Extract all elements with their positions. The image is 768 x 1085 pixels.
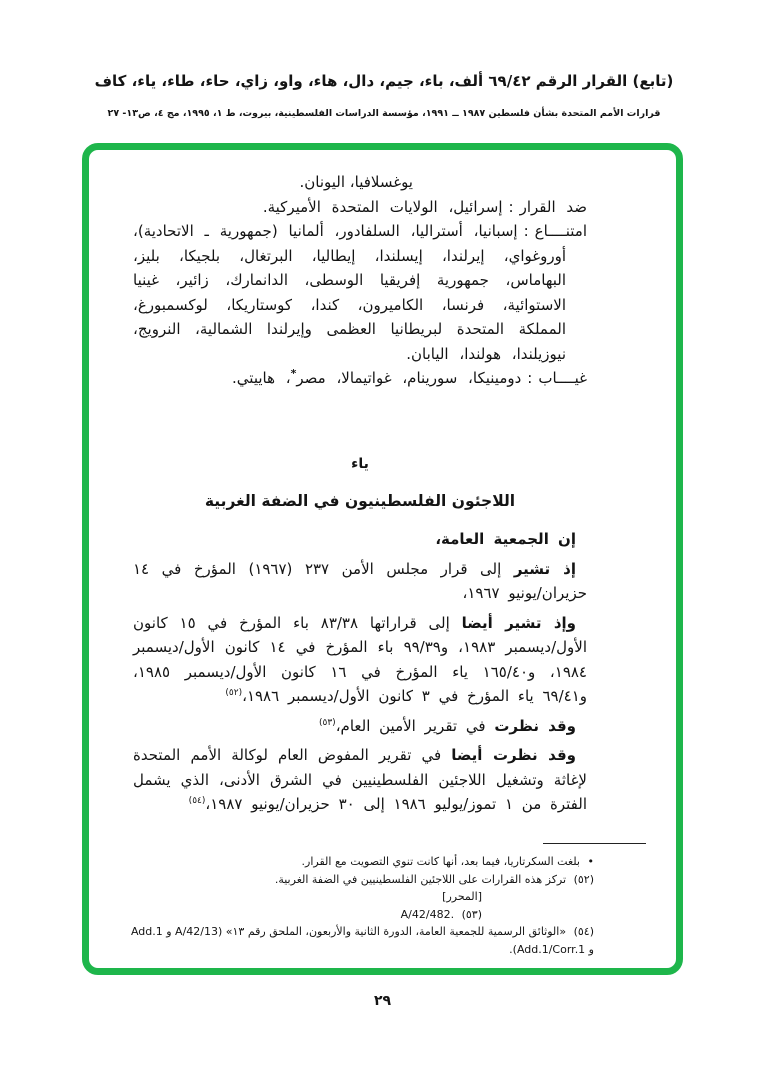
vote-colon: : — [523, 222, 529, 240]
green-frame — [82, 143, 683, 975]
footnote-text: تركز هذه القرارات على اللاجئين الفلسطينيين في الضفة الغربية. — [274, 872, 567, 886]
footnote-ref-52: (٥٢) — [225, 688, 243, 698]
paragraph-text: في تقرير الأمين العام، — [335, 716, 495, 735]
paragraph-text: إلى قراراتها ٨٣/٣٨ باء المؤرخ في ١٥ كانون الأول/ديسمبر ١٩٨٣، و٩٩/٣٩ باء المؤرخ في ١٤ كانون الأول/ديسمبر ١٩٨٤، و١٦٥/٤٠ ياء المؤرخ في ١٦ كانون الأول/ديسمبر ١٩٨٥، و٦٩/٤١ ياء المؤرخ في ٣ كانون الأول/ديسمبر ١٩٨٦، — [133, 613, 587, 705]
paragraph-lead: إذ تشير — [513, 559, 576, 578]
vote-absent-countries: دومينيكا، سورينام، غواتيمالا، مصر — [296, 369, 522, 387]
paragraph-text: في تقرير المفوض العام لوكالة الأمم المتحدة لإغاثة وتشغيل اللاجئين الفلسطينيين في الشرق الأدنى، الذي يشمل الفترة من ١ تموز/يوليو ١٩٨٦ إلى ٣٠ حزيران/يونيو ١٩٨٧، — [133, 746, 587, 813]
vote-colon: : — [508, 197, 514, 216]
page-content — [89, 150, 676, 817]
section-letter-heading: ياء — [351, 456, 369, 472]
paragraph-recalling-sc237 — [133, 557, 587, 606]
vote-colon: : — [527, 369, 533, 387]
vote-record-block — [133, 170, 587, 436]
vote-abstain-entry — [133, 219, 587, 366]
footnote-asterisk — [129, 853, 594, 871]
document-source-line: قرارات الأمم المتحدة بشأن فلسطين ١٩٨٧ ــ ١٩٩١، مؤسسة الدراسات الفلسطينية، بيروت، ط ١، ١٩٩٥، مج ٤، ص١٣- ٢٧ — [107, 108, 661, 119]
document-title: (تابع) القرار الرقم ٦٩/٤٢ ألف، باء، جيم، دال، هاء، واو، زاي، حاء، طاء، ياء، كاف — [94, 72, 674, 90]
vote-against-entry — [133, 195, 587, 220]
resolution-paragraphs — [133, 527, 587, 817]
footnotes-block — [129, 843, 594, 958]
footnote-number: (٥٤) — [573, 925, 594, 938]
vote-against-countries: إسرائيل، الولايات المتحدة الأميركية. — [262, 197, 503, 216]
section-title: اللاجئون الفلسطينيون في الضفة الغربية — [204, 491, 516, 510]
vote-in-favor-continuation: يوغسلافيا، اليونان. — [299, 173, 413, 191]
bullet-marker: • — [587, 855, 594, 868]
footnote-number: (٥٣) — [461, 907, 482, 921]
footnote-ref-53: (٥٣) — [318, 717, 336, 728]
paragraph-considered-sg-report — [133, 714, 587, 739]
page-number: ٢٩ — [373, 993, 392, 1009]
paragraph-recalling-resolutions — [133, 611, 587, 709]
vote-abstain-label: امتنــــاع — [534, 222, 587, 240]
vote-absent-entry — [133, 366, 587, 391]
paragraph-text: إلى قرار مجلس الأمن ٢٣٧ (١٩٦٧) المؤرخ في ١٤ حزيران/يونيو ١٩٦٧، — [133, 559, 587, 602]
paragraph-lead: وقد نظرت — [494, 716, 576, 735]
paragraph-lead: وقد نظرت أيضا — [451, 746, 576, 764]
vote-abstain-countries: إسبانيا، أستراليا، السلفادور، ألمانيا (جمهورية ـ الاتحادية)، أوروغواي، إيرلندا، إيسلندا، إيطاليا، البرتغال، بلجيكا، بليز، البهاماس، جمهورية إفريقيا الوسطى، الدانمارك، زائير، غينيا الاستوائية، فرنسا، الكاميرون، كندا، كوستاريكا، لوكسمبورغ، المملكة المتحدة لبريطانيا العظمى وإيرلندا الشمالية، النرويج، نيوزيلندا، هولندا، اليابان. — [133, 222, 566, 363]
footnote-text: بلغت السكرتاريا، فيما بعد، أنها كانت تنوي التصويت مع القرار. — [301, 855, 580, 868]
paragraph-preamble-opening — [133, 527, 587, 552]
paragraph-lead: إن الجمعية العامة، — [435, 530, 576, 548]
footnote-53 — [129, 906, 594, 924]
vote-against-label: ضد القرار — [519, 197, 587, 216]
footnote-number: (٥٢) — [573, 872, 594, 886]
footnote-editor-note: [المحرر] — [442, 890, 482, 903]
footnote-separator-rule — [543, 843, 646, 844]
paragraph-considered-unrwa-report — [133, 743, 587, 817]
vote-absent-countries-tail: ، هاييتي. — [232, 369, 291, 387]
footnote-52 — [129, 871, 594, 889]
paragraph-lead: وإذ تشير أيضا — [461, 613, 576, 632]
vote-absent-label: غيــــاب — [538, 369, 587, 387]
footnote-text: «الوثائق الرسمية للجمعية العامة، الدورة الثانية والأربعون، الملحق رقم ١٣» (A/42/13 و Add.1 و Add.1/Corr.1). — [130, 925, 594, 956]
footnote-ref-54: (٥٤) — [188, 796, 206, 806]
footnote-54 — [129, 923, 594, 958]
egypt-asterisk-marker: * — [290, 367, 297, 380]
footnote-text: A/42/482.‎ — [400, 907, 455, 921]
